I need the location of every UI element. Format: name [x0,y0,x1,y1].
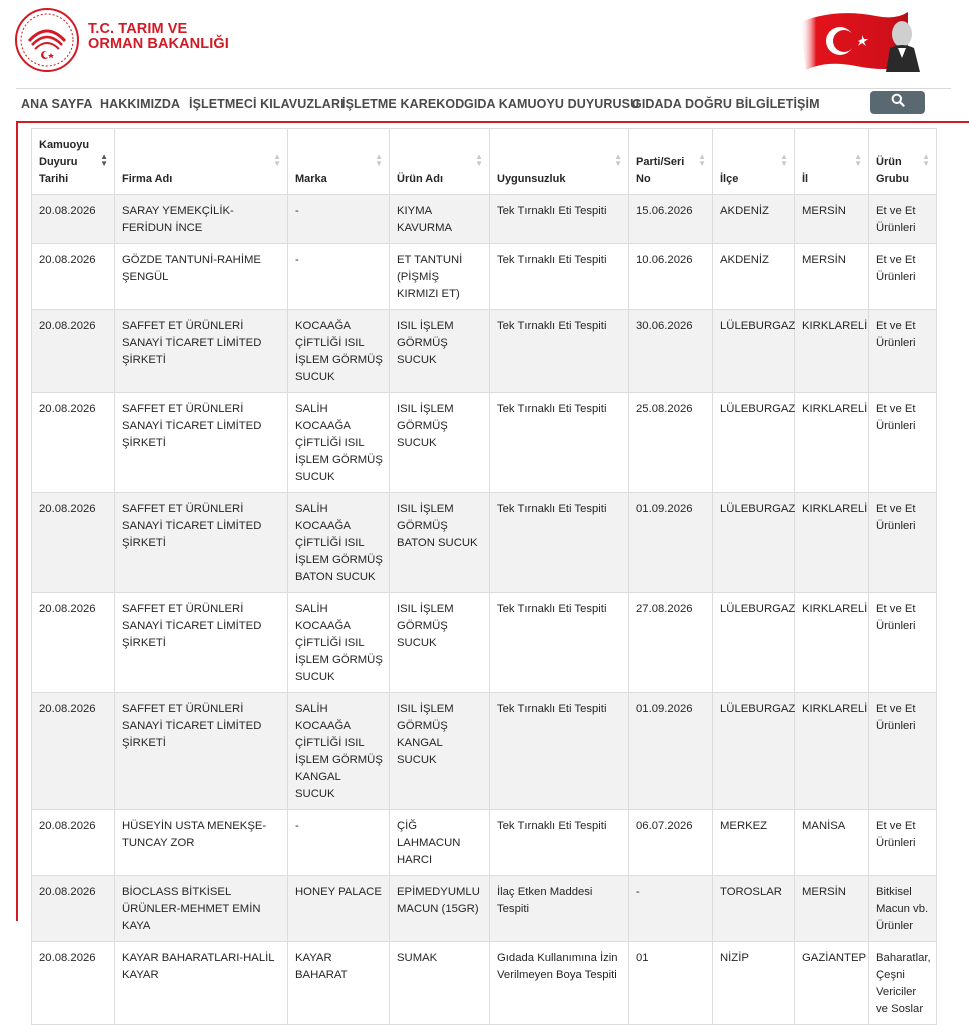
cell-province: GAZİANTEP [795,942,869,1025]
search-button[interactable] [870,91,925,114]
cell-date: 20.08.2026 [32,942,115,1025]
cell-firm: HÜSEYİN USTA MENEKŞE-TUNCAY ZOR [115,810,288,876]
column-header-batch-no[interactable] [629,129,713,195]
cell-brand: HONEY PALACE [288,876,390,942]
cell-brand: SALİH KOCAAĞA ÇİFTLİĞİ ISIL İŞLEM GÖRMÜŞ SUCUK [288,393,390,493]
cell-nonconformity: İlaç Etken Maddesi Tespiti [490,876,629,942]
cell-product: EPİMEDYUMLU MACUN (15GR) [390,876,490,942]
cell-firm: SAFFET ET ÜRÜNLERİ SANAYİ TİCARET LİMİTED ŞİRKETİ [115,493,288,593]
cell-batch-no: 30.06.2026 [629,310,713,393]
cell-product: ISIL İŞLEM GÖRMÜŞ BATON SUCUK [390,493,490,593]
cell-province: KIRKLARELİ [795,593,869,693]
cell-brand: - [288,244,390,310]
cell-product-group: Et ve Et Ürünleri [869,693,937,810]
cell-product: ISIL İŞLEM GÖRMÜŞ SUCUK [390,593,490,693]
nav-item-gidada-dogru-bilgi[interactable]: GIDADA DOĞRU BİLGİ [632,97,770,111]
table-row [32,195,937,244]
cell-firm: GÖZDE TANTUNİ-RAHİME ŞENGÜL [115,244,288,310]
cell-product-group: Et ve Et Ürünleri [869,244,937,310]
cell-batch-no: 15.06.2026 [629,195,713,244]
cell-date: 20.08.2026 [32,195,115,244]
column-header-label: Kamuoyu Duyuru Tarihi [39,139,90,185]
column-header-firm[interactable] [115,129,288,195]
cell-product: ISIL İŞLEM GÖRMÜŞ SUCUK [390,310,490,393]
cell-batch-no: 10.06.2026 [629,244,713,310]
cell-district: LÜLEBURGAZ [713,393,795,493]
cell-province: KIRKLARELİ [795,393,869,493]
column-header-province[interactable] [795,129,869,195]
table-row [32,244,937,310]
cell-date: 20.08.2026 [32,810,115,876]
nav-item-iletisim[interactable]: İLETİŞİM [766,97,820,111]
cell-firm: KAYAR BAHARATLARI-HALİL KAYAR [115,942,288,1025]
cell-nonconformity: Tek Tırnaklı Eti Tespiti [490,393,629,493]
cell-batch-no: 01 [629,942,713,1025]
cell-brand: SALİH KOCAAĞA ÇİFTLİĞİ ISIL İŞLEM GÖRMÜŞ KANGAL SUCUK [288,693,390,810]
cell-product-group: Et ve Et Ürünleri [869,593,937,693]
column-header-label: Firma Adı [122,173,173,185]
cell-province: KIRKLARELİ [795,693,869,810]
cell-firm: SAFFET ET ÜRÜNLERİ SANAYİ TİCARET LİMİTED ŞİRKETİ [115,693,288,810]
table-row [32,942,937,1025]
cell-province: MERSİN [795,876,869,942]
nav-item-isletmeci-kilavuzlari[interactable]: İŞLETMECİ KILAVUZLARI [189,97,344,111]
table-row [32,810,937,876]
sort-icon[interactable]: ▲ ▼ [854,152,862,168]
cell-date: 20.08.2026 [32,493,115,593]
cell-product: ET TANTUNİ (PİŞMİŞ KIRMIZI ET) [390,244,490,310]
table-row [32,693,937,810]
cell-batch-no: 01.09.2026 [629,693,713,810]
table-row [32,310,937,393]
cell-product-group: Bitkisel Macun vb. Ürünler [869,876,937,942]
cell-district: LÜLEBURGAZ [713,693,795,810]
cell-district: LÜLEBURGAZ [713,310,795,393]
sort-desc-icon[interactable]: ▲ ▼ [100,152,108,168]
cell-district: LÜLEBURGAZ [713,493,795,593]
site-header [0,0,969,88]
cell-product-group: Et ve Et Ürünleri [869,310,937,393]
cell-batch-no: 25.08.2026 [629,393,713,493]
cell-nonconformity: Tek Tırnaklı Eti Tespiti [490,195,629,244]
cell-product: KIYMA KAVURMA [390,195,490,244]
ministry-logo-text[interactable] [88,22,229,52]
column-header-label: İlçe [720,173,739,185]
cell-brand: KAYAR BAHARAT [288,942,390,1025]
cell-firm: BİOCLASS BİTKİSEL ÜRÜNLER-MEHMET EMİN KAYA [115,876,288,942]
cell-nonconformity: Tek Tırnaklı Eti Tespiti [490,310,629,393]
cell-firm: SAFFET ET ÜRÜNLERİ SANAYİ TİCARET LİMİTED ŞİRKETİ [115,593,288,693]
cell-date: 20.08.2026 [32,244,115,310]
cell-firm: SARAY YEMEKÇİLİK-FERİDUN İNCE [115,195,288,244]
cell-date: 20.08.2026 [32,310,115,393]
table-row [32,876,937,942]
logo-line-2: ORMAN BAKANLIĞI [88,36,229,52]
cell-product-group: Baharatlar, Çeşni Vericiler ve Soslar [869,942,937,1025]
logo-line-1: T.C. TARIM VE [88,21,188,37]
column-header-district[interactable] [713,129,795,195]
column-header-label: Ürün Grubu [876,156,909,185]
sort-icon[interactable]: ▲ ▼ [698,152,706,168]
cell-province: MERSİN [795,195,869,244]
table-row [32,593,937,693]
main-navigation [16,88,951,120]
cell-product-group: Et ve Et Ürünleri [869,493,937,593]
cell-date: 20.08.2026 [32,393,115,493]
column-header-brand[interactable] [288,129,390,195]
column-header-label: Uygunsuzluk [497,173,566,185]
nav-item-ana-sayfa[interactable]: ANA SAYFA [21,97,93,111]
cell-batch-no: 01.09.2026 [629,493,713,593]
column-header-date[interactable] [32,129,115,195]
cell-nonconformity: Tek Tırnaklı Eti Tespiti [490,593,629,693]
cell-brand: - [288,810,390,876]
cell-batch-no: 27.08.2026 [629,593,713,693]
cell-date: 20.08.2026 [32,593,115,693]
cell-district: TOROSLAR [713,876,795,942]
cell-product: ISIL İŞLEM GÖRMÜŞ KANGAL SUCUK [390,693,490,810]
cell-date: 20.08.2026 [32,876,115,942]
sort-icon[interactable]: ▲ ▼ [475,152,483,168]
cell-nonconformity: Tek Tırnaklı Eti Tespiti [490,693,629,810]
sort-icon[interactable]: ▲ ▼ [614,152,622,168]
search-icon [891,93,905,112]
cell-brand: KOCAAĞA ÇİFTLİĞİ ISIL İŞLEM GÖRMÜŞ SUCUK [288,310,390,393]
cell-product-group: Et ve Et Ürünleri [869,810,937,876]
column-header-label: Marka [295,173,327,185]
cell-nonconformity: Tek Tırnaklı Eti Tespiti [490,244,629,310]
table-row [32,393,937,493]
sort-icon[interactable]: ▲ ▼ [375,152,383,168]
nav-item-gida-kamuoyu-duyurusu[interactable]: GIDA KAMUOYU DUYURUSU [464,97,640,111]
cell-batch-no: - [629,876,713,942]
cell-district: MERKEZ [713,810,795,876]
cell-product-group: Et ve Et Ürünleri [869,393,937,493]
cell-firm: SAFFET ET ÜRÜNLERİ SANAYİ TİCARET LİMİTED ŞİRKETİ [115,393,288,493]
cell-brand: SALİH KOCAAĞA ÇİFTLİĞİ ISIL İŞLEM GÖRMÜŞ BATON SUCUK [288,493,390,593]
announcements-table [31,128,937,1025]
cell-product: ÇİĞ LAHMACUN HARCI [390,810,490,876]
cell-district: AKDENİZ [713,244,795,310]
ministry-emblem-icon[interactable] [14,7,80,73]
column-header-label: İl [802,173,809,185]
cell-brand: SALİH KOCAAĞA ÇİFTLİĞİ ISIL İŞLEM GÖRMÜŞ SUCUK [288,593,390,693]
sort-icon[interactable]: ▲ ▼ [273,152,281,168]
cell-date: 20.08.2026 [32,693,115,810]
cell-nonconformity: Gıdada Kullanımına İzin Verilmeyen Boya Tespiti [490,942,629,1025]
table-row [32,493,937,593]
cell-product: SUMAK [390,942,490,1025]
cell-district: AKDENİZ [713,195,795,244]
cell-district: NİZİP [713,942,795,1025]
cell-province: MANİSA [795,810,869,876]
table-header-row [32,129,937,195]
cell-district: LÜLEBURGAZ [713,593,795,693]
nav-item-hakkimizda[interactable]: HAKKIMIZDA [100,97,181,111]
cell-product: ISIL İŞLEM GÖRMÜŞ SUCUK [390,393,490,493]
cell-nonconformity: Tek Tırnaklı Eti Tespiti [490,810,629,876]
nav-item-isletme-karekod[interactable]: İŞLETME KAREKOD [342,97,465,111]
cell-province: MERSİN [795,244,869,310]
column-header-label: Ürün Adı [397,173,444,185]
cell-brand: - [288,195,390,244]
cell-province: KIRKLARELİ [795,310,869,393]
column-header-product[interactable] [390,129,490,195]
cell-batch-no: 06.07.2026 [629,810,713,876]
column-header-product-group[interactable] [869,129,937,195]
sort-icon[interactable]: ▲ ▼ [780,152,788,168]
cell-nonconformity: Tek Tırnaklı Eti Tespiti [490,493,629,593]
column-header-label: Parti/Seri No [636,156,685,185]
cell-province: KIRKLARELİ [795,493,869,593]
announcements-table-container [31,128,936,1025]
cell-firm: SAFFET ET ÜRÜNLERİ SANAYİ TİCARET LİMİTED ŞİRKETİ [115,310,288,393]
cell-product-group: Et ve Et Ürünleri [869,195,937,244]
turkish-flag-ataturk-icon [796,8,926,72]
sort-icon[interactable]: ▲ ▼ [922,152,930,168]
column-header-nonconformity[interactable] [490,129,629,195]
